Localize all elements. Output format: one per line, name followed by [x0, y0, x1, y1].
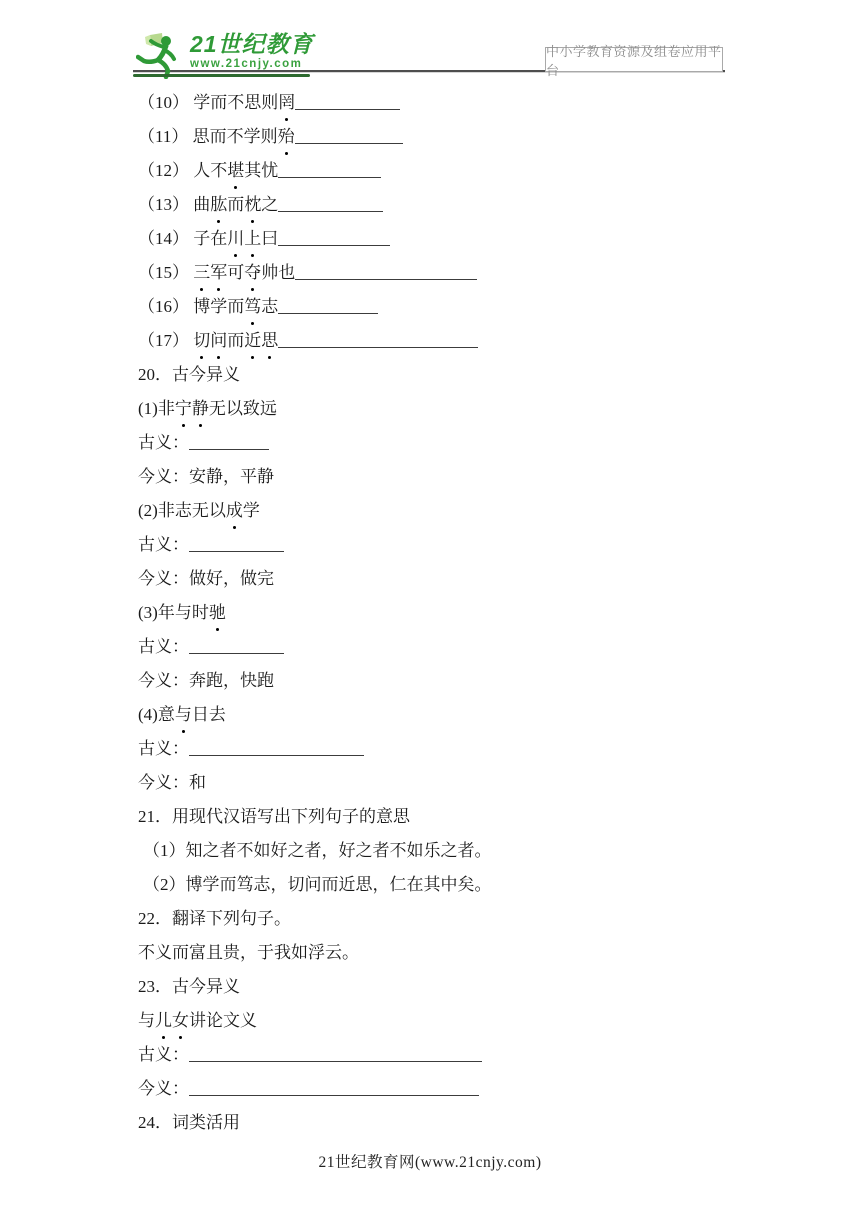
text-line	[138, 154, 730, 188]
text-segment: （1）知之者不如好之者，好之者不如乐之者。	[143, 841, 492, 860]
text-line	[138, 800, 730, 834]
answer-blank	[278, 301, 378, 314]
emphasized-char: 与	[175, 698, 192, 732]
text-segment: 而	[227, 195, 245, 214]
footer-text: 21世纪教育网(www.21cnjy.com)	[318, 1154, 542, 1171]
text-segment: （10） 学而不思则	[138, 93, 279, 112]
answer-blank	[278, 165, 381, 178]
text-segment: 古义：	[138, 637, 189, 656]
text-segment: （15）	[138, 263, 194, 282]
emphasized-char: 三	[193, 256, 210, 290]
text-segment: 今义：奔跑，快跑	[138, 671, 274, 690]
text-line	[138, 596, 730, 630]
answer-blank	[278, 233, 390, 246]
emphasized-char: 静	[192, 392, 209, 426]
text-segment: 不义而富且贵，于我如浮云。	[138, 943, 359, 962]
text-segment: 今义：做好，做完	[138, 569, 274, 588]
text-line	[138, 1038, 730, 1072]
emphasized-char: 问	[210, 324, 227, 358]
text-segment: 21．用现代汉语写出下列句子的意思	[138, 807, 410, 826]
text-segment: 帅也	[261, 263, 296, 282]
emphasized-char: 枕	[244, 188, 261, 222]
text-segment: 22．翻译下列句子。	[138, 909, 291, 928]
text-segment: （14） 子在	[138, 229, 228, 248]
text-line	[138, 1106, 730, 1140]
text-segment: 学	[242, 501, 260, 520]
emphasized-char: 思	[261, 324, 278, 358]
emphasized-char: 驰	[209, 596, 226, 630]
answer-blank	[295, 267, 477, 280]
text-line	[138, 426, 730, 460]
text-segment: （11） 思而不学则	[138, 127, 278, 146]
emphasized-char: 上	[244, 222, 261, 256]
text-segment: 而	[227, 331, 245, 350]
text-segment: (2)非志无以	[138, 501, 226, 520]
text-line	[138, 936, 730, 970]
emphasized-char: 夺	[244, 256, 261, 290]
answer-blank	[189, 437, 269, 450]
text-line	[138, 1072, 730, 1106]
answer-blank	[189, 743, 364, 756]
emphasized-char: 堪	[227, 154, 244, 188]
logo-underline	[133, 74, 310, 77]
text-line	[138, 630, 730, 664]
text-line	[138, 188, 730, 222]
text-line	[138, 256, 730, 290]
text-line	[138, 120, 730, 154]
emphasized-char: 殆	[278, 120, 295, 154]
text-segment: 曰	[261, 229, 279, 248]
text-line	[138, 86, 730, 120]
text-segment: （13） 曲	[138, 195, 211, 214]
text-segment: 无以致远	[208, 399, 277, 418]
emphasized-char: 肱	[210, 188, 227, 222]
answer-blank	[295, 97, 400, 110]
text-segment: 今义：	[138, 1079, 189, 1098]
text-line	[138, 324, 730, 358]
text-line	[138, 528, 730, 562]
text-segment: 今义：和	[138, 773, 206, 792]
emphasized-char: 女	[172, 1004, 189, 1038]
text-segment: （17）	[138, 331, 194, 350]
emphasized-char: 军	[210, 256, 227, 290]
text-segment: 讲论文义	[189, 1011, 257, 1030]
text-segment: （16） 博学而	[138, 297, 245, 316]
text-segment: 志	[261, 297, 279, 316]
text-segment: （2）博学而笃志，切问而近思，仁在其中矣。	[143, 875, 492, 894]
text-line	[138, 834, 730, 868]
text-line	[138, 222, 730, 256]
text-line	[138, 358, 730, 392]
text-segment: 今义：安静，平静	[138, 467, 274, 486]
text-segment: 其忧	[244, 161, 279, 180]
text-line	[138, 460, 730, 494]
text-line	[138, 868, 730, 902]
text-segment: 日去	[191, 705, 226, 724]
answer-blank	[189, 1049, 482, 1062]
text-segment: 24．词类活用	[138, 1113, 240, 1132]
text-segment: 古义：	[138, 433, 189, 452]
text-segment: 古义：	[138, 1045, 189, 1064]
answer-blank	[295, 131, 403, 144]
text-line	[138, 290, 730, 324]
brand-name: 21世纪教育	[190, 31, 314, 57]
answer-blank	[278, 199, 383, 212]
text-segment: (1)非	[138, 399, 175, 418]
text-line	[138, 902, 730, 936]
emphasized-char: 切	[193, 324, 210, 358]
text-line	[138, 562, 730, 596]
text-line	[138, 1004, 730, 1038]
page-footer	[0, 1150, 860, 1176]
text-segment: 20．古今异义	[138, 365, 240, 384]
emphasized-char: 儿	[155, 1004, 172, 1038]
answer-blank	[278, 335, 478, 348]
emphasized-char: 近	[244, 324, 261, 358]
text-line	[138, 698, 730, 732]
brand-logo	[136, 33, 314, 79]
text-segment: 可	[227, 263, 245, 282]
emphasized-char: 宁	[175, 392, 192, 426]
text-line	[138, 392, 730, 426]
text-segment: （12） 人不	[138, 161, 228, 180]
emphasized-char: 罔	[278, 86, 295, 120]
text-segment: 古义：	[138, 739, 189, 758]
text-line	[138, 664, 730, 698]
brand-url: www.21cnjy.com	[190, 58, 303, 70]
text-line	[138, 494, 730, 528]
text-line	[138, 766, 730, 800]
text-segment: 与	[138, 1011, 155, 1030]
text-segment: (3)年与时	[138, 603, 209, 622]
text-segment: 23．古今异义	[138, 977, 240, 996]
platform-label: 中小学教育资源及组卷应用平台	[546, 43, 722, 78]
emphasized-char: 笃	[244, 290, 261, 324]
emphasized-char: 川	[227, 222, 244, 256]
text-line	[138, 732, 730, 766]
answer-blank	[189, 539, 284, 552]
answer-blank	[189, 641, 284, 654]
emphasized-char: 成	[226, 494, 243, 528]
text-segment: (4)意	[138, 705, 175, 724]
worksheet-body	[138, 86, 730, 1140]
runner-icon	[136, 33, 188, 79]
text-segment: 古义：	[138, 535, 189, 554]
text-segment: 之	[261, 195, 279, 214]
answer-blank	[189, 1083, 479, 1096]
text-line	[138, 970, 730, 1004]
